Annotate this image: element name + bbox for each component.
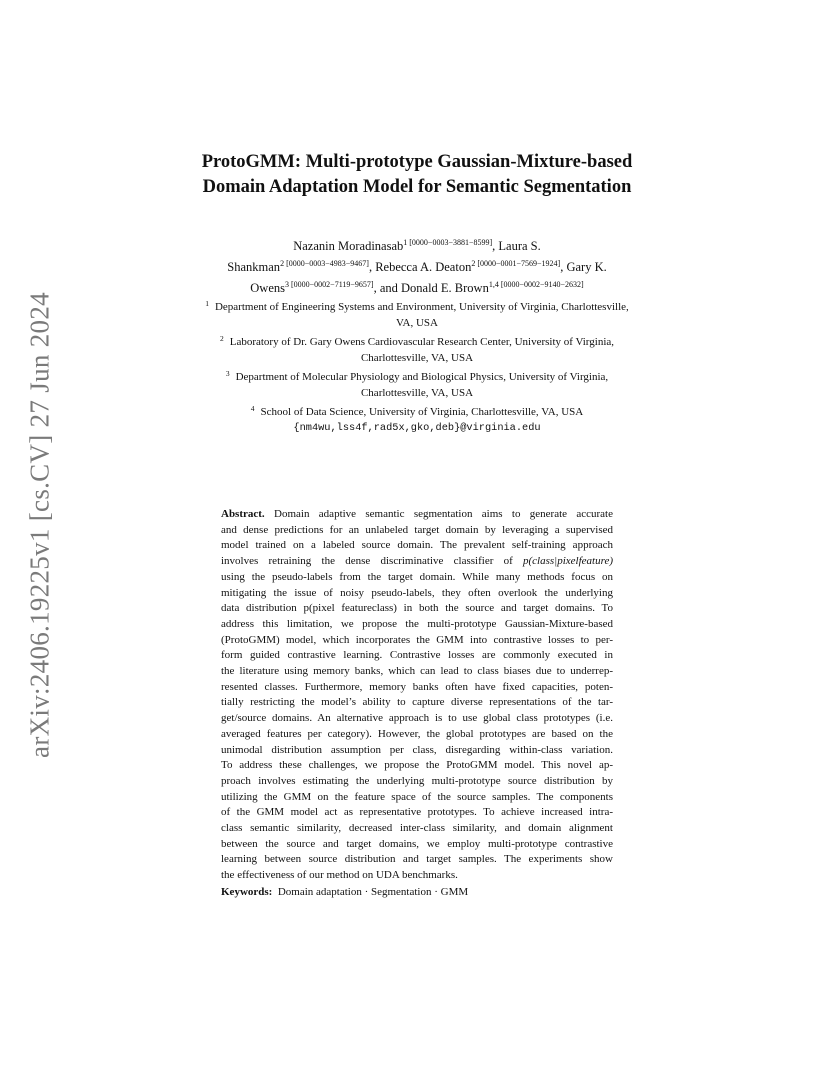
affiliation-1-cont: VA, USA <box>396 316 438 329</box>
abstract-line: proach involves estimating the underlying multi-prototype source distribution by <box>221 774 613 787</box>
keywords <box>221 885 613 900</box>
abstract-line: and dense predictions for an unlabeled target domain by leveraging a supervised <box>221 523 613 536</box>
author-name: Nazanin Moradinasab <box>293 239 404 253</box>
abstract-line <box>221 507 613 523</box>
author-list <box>150 234 684 297</box>
affiliation-1 <box>150 296 684 316</box>
abstract-line <box>221 554 613 570</box>
abstract-line: learning between source distribution and target samples. The experiments show <box>221 853 613 866</box>
abstract-line: the literature using memory banks, which can lead to class biases due to underrep- <box>221 665 613 678</box>
affiliation-number: 1 <box>205 299 209 308</box>
arxiv-sidebar <box>22 290 58 760</box>
affiliation-number: 2 <box>219 334 224 343</box>
author-orcid: 1,4 [0000−0002−9140−2632] <box>488 280 584 289</box>
author-orcid: 2 [0000−0001−7569−1924] <box>471 259 561 268</box>
affiliation-list <box>150 296 684 436</box>
author-line-3 <box>150 276 684 297</box>
author-orcid: 3 [0000−0002−7119−9657] <box>285 280 374 289</box>
abstract-line: class semantic similarity, decreased inter-class similarity, and domain alignment <box>221 822 613 835</box>
abstract-block <box>221 507 613 884</box>
author-name: , Gary K. <box>560 260 607 274</box>
affiliation-3-cont: Charlottesville, VA, USA <box>360 386 474 399</box>
author-name: , Laura S. <box>492 239 541 253</box>
paper-title <box>150 150 684 200</box>
abstract-line: mitigating the issue of noisy pseudo-labels, they often overlook the underlying <box>221 586 613 599</box>
affiliation-number: 3 <box>225 369 230 378</box>
abstract-line: averaged features per category). However, the global prototypes are based on the <box>221 727 613 740</box>
math-expression: p(class|pixelfeature) <box>523 555 613 568</box>
author-name: Owens <box>250 281 285 295</box>
abstract-line: To address these challenges, we propose the ProtoGMM model. This novel ap- <box>221 759 613 772</box>
keywords-text: Domain adaptation · Segmentation · GMM <box>277 886 469 898</box>
abstract-line: utilizing the GMM on the feature space of the source samples. The components <box>221 790 613 803</box>
abstract-line: model trained on a labeled source domain. The prevalent self-training approach <box>221 539 613 552</box>
affiliation-text: School of Data Science, University of Virginia, Charlottesville, VA, USA <box>260 406 584 418</box>
abstract-line: of the GMM model act as representative prototypes. To achieve increased intra- <box>221 806 613 819</box>
affiliation-text: Department of Engineering Systems and Environment, University of Virginia, Charlottesville, <box>214 301 629 313</box>
abstract-line: (ProtoGMM) model, which incorporates the GMM into contrastive losses to per- <box>221 633 613 646</box>
abstract-line: data distribution p(pixel featureclass) in both the source and target domains. To <box>221 602 613 615</box>
author-name: , and Donald E. Brown <box>373 281 489 295</box>
affiliation-3 <box>150 366 684 386</box>
abstract-line: tially restricting the model’s ability to capture diverse representations of the tar- <box>221 696 613 709</box>
abstract-text: involves retraining the dense discriminative classifier of <box>221 555 524 568</box>
abstract-line: get/source domains. An alternative approach is to use global class prototypes (i.e. <box>221 712 613 725</box>
affiliation-4 <box>150 401 684 421</box>
affiliation-number: 4 <box>250 404 255 413</box>
abstract-line: address this limitation, we propose the multi-prototype Gaussian-Mixture-based <box>221 617 613 630</box>
author-name: Shankman <box>227 260 281 274</box>
author-name: , Rebecca A. Deaton <box>368 260 472 274</box>
abstract-line: between the source and target domains, we employ multi-prototype contrastive <box>221 837 613 850</box>
affiliation-text: Laboratory of Dr. Gary Owens Cardiovascular Research Center, University of Virginia, <box>229 336 615 348</box>
abstract-line: unimodal distribution assumption per class, disregarding within-class variation. <box>221 743 613 756</box>
abstract-label: Abstract. <box>221 508 265 520</box>
arxiv-id-stamp: arXiv:2406.19225v1 [cs.CV] 27 Jun 2024 <box>24 292 55 758</box>
author-line-1 <box>150 234 684 255</box>
author-orcid: 1 [0000−0003−3881−8599] <box>403 238 493 247</box>
author-line-2 <box>150 255 684 276</box>
author-orcid: 2 [0000−0003−4983−9467] <box>280 259 369 268</box>
keywords-label: Keywords: <box>221 886 273 898</box>
abstract-text: Domain adaptive semantic segmentation aims to generate accurate <box>274 508 613 520</box>
abstract-line: using the pseudo-labels from the target domain. While many methods focus on <box>221 570 613 583</box>
abstract-line: the effectiveness of our method on UDA benchmarks. <box>221 869 458 882</box>
title-line-1: ProtoGMM: Multi-prototype Gaussian-Mixture-based <box>201 152 633 172</box>
affiliation-2-cont: Charlottesville, VA, USA <box>360 351 474 364</box>
abstract-line: form guided contrastive learning. Contrastive losses are commonly executed in <box>221 649 613 662</box>
title-line-2: Domain Adaptation Model for Semantic Segmentation <box>202 177 632 197</box>
email-addresses: {nm4wu,lss4f,rad5x,gko,deb}@virginia.edu <box>293 421 541 434</box>
abstract-line: resented classes. Furthermore, memory banks often have fixed capacities, poten- <box>221 680 613 693</box>
affiliation-2 <box>150 331 684 351</box>
affiliation-text: Department of Molecular Physiology and Biological Physics, University of Virginia, <box>235 371 609 383</box>
